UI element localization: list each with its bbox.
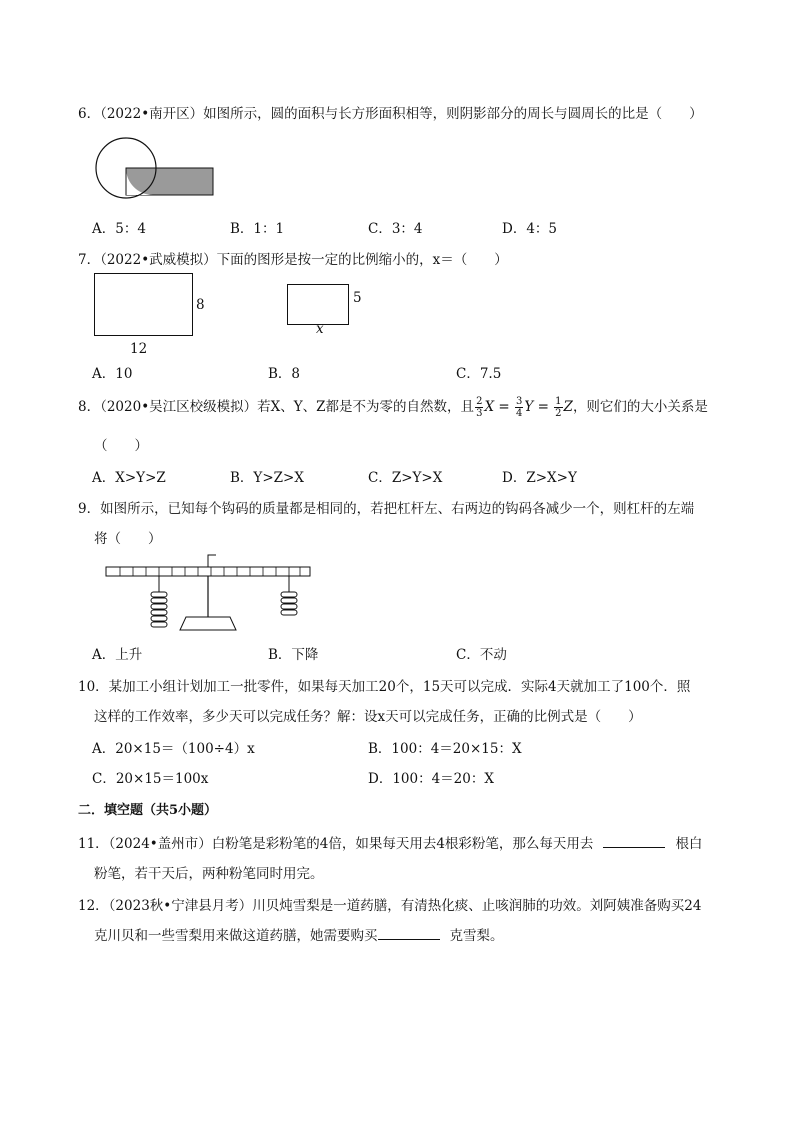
q11-line2: 粉笔，若干天后，两种粉笔同时用完。 (94, 866, 324, 882)
q9-left-weights (151, 576, 167, 627)
q10-option-b: B．100：4＝20×15：X (368, 741, 522, 757)
q12-line1: 12．（2023秋•宁津县月考）川贝炖雪梨是一道药膳，有清热化痰、止咳润肺的功效。刘阿姨准备购买24 (78, 898, 702, 914)
q7-option-a: A．10 (92, 366, 133, 382)
q9-stem-line1: 9．如图所示，已知每个钩码的质量都是相同的，若把杠杆左、右两边的钩码各减少一个，则杠杆的左端 (78, 501, 695, 517)
q8-option-a: A．X>Y>Z (92, 470, 166, 486)
q9-option-c: C．不动 (456, 647, 507, 663)
q11-line1: 11．（2024•盖州市）白粉笔是彩粉笔的4倍，如果每天用去4根彩粉笔，那么每天用去 根白 (78, 836, 703, 852)
q10-option-d: D．100：4＝20：X (368, 771, 494, 787)
q8-fraction-1: $\frac{2}{3}$ (476, 396, 483, 419)
q7-stem: 7．（2022•武威模拟）下面的图形是按一定的比例缩小的，x＝（ ） (78, 252, 508, 268)
q7-big-width-label: 12 (130, 341, 148, 357)
section-title: 二．填空题（共5小题） (78, 803, 218, 818)
q7-big-rect (94, 273, 193, 336)
q6-stem: 6．（2022•南开区）如图所示，圆的面积与长方形面积相等，则阴影部分的周长与圆周长的比是（ ） (78, 106, 703, 122)
q8-fraction-2: $\frac{3}{4}$ (515, 396, 523, 419)
q7-small-height-label: 5 (353, 290, 362, 306)
q6-shaded-rect (126, 168, 213, 195)
q6-option-b: B．1：1 (230, 221, 285, 237)
q8-option-d: D．Z>X>Y (502, 470, 577, 486)
q7-big-height-label: 8 (196, 297, 205, 313)
q10-option-c: C．20×15＝100x (92, 771, 209, 787)
q10-stem-line2: 这样的工作效率，多少天可以完成任务？解：设x天可以完成任务，正确的比例式是（ ） (94, 709, 642, 725)
q6-option-c: C．3：4 (368, 221, 423, 237)
q8-option-c: C．Z>Y>X (368, 470, 443, 486)
q12-answer-blank (378, 927, 440, 940)
q6-figure (92, 135, 222, 205)
q7-small-width-label: x (316, 321, 324, 337)
q6-option-d: D．4：5 (502, 221, 558, 237)
q7-option-c: C．7.5 (456, 366, 502, 382)
q9-stem-line2: 将（ ） (94, 531, 162, 547)
q9-option-a: A．上升 (92, 647, 143, 663)
q7-option-b: B．8 (268, 366, 301, 382)
q6-option-a: A．5：4 (92, 221, 146, 237)
q10-stem-line1: 10．某加工小组计划加工一批零件，如果每天加工20个，15天可以完成．实际4天就加工了100个．照 (78, 679, 691, 695)
q8-option-b: B．Y>Z>X (230, 470, 304, 486)
q12-line2: 克川贝和一些雪梨用来做这道药膳，她需要购买 克雪梨。 (94, 928, 504, 944)
q7-small-rect (287, 284, 349, 325)
q10-option-a: A．20×15＝（100÷4）x (92, 741, 255, 757)
q9-right-weights (281, 576, 297, 615)
q9-lever-figure (100, 551, 320, 633)
q8-stem: 8．（2020•吴江区校级模拟）若X、Y、Z都是不为零的自然数，且 $\frac{2}{3}$ X = $\frac{3}{4}$ Y = $\frac{1}{2}$ Z，则它们的大小关系是 (78, 396, 708, 419)
q11-answer-blank (603, 835, 665, 848)
q8-stem-line2: （ ） (94, 438, 148, 454)
q9-option-b: B．下降 (268, 647, 319, 663)
q8-fraction-3: $\frac{1}{2}$ (555, 396, 562, 419)
